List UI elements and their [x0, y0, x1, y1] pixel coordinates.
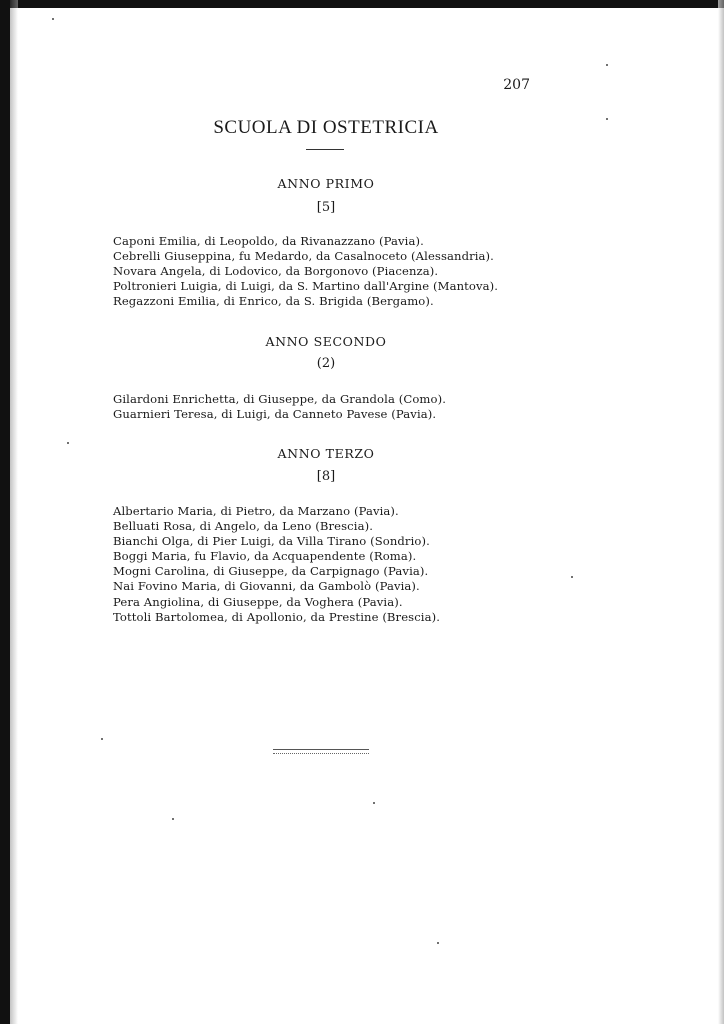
section-count-anno-secondo: (2) [316, 356, 336, 371]
student-list-anno-terzo [113, 504, 440, 625]
scan-speck [67, 442, 69, 444]
list-item: Bianchi Olga, di Pier Luigi, da Villa Tirano (Sondrio). [113, 534, 430, 549]
list-item: Gilardoni Enrichetta, di Giuseppe, da Grandola (Como). [113, 392, 446, 406]
title-rule [306, 149, 344, 150]
scan-right-edge [718, 0, 724, 1024]
page-title: SCUOLA DI OSTETRICIA [213, 117, 439, 138]
section-heading-anno-terzo: ANNO TERZO [277, 446, 375, 461]
scan-speck [606, 118, 608, 120]
scan-speck [52, 18, 54, 20]
scan-speck [606, 64, 608, 66]
list-item: Mogni Carolina, di Giuseppe, da Carpignago (Pavia). [113, 564, 429, 579]
end-rule [273, 749, 369, 754]
scan-speck [172, 818, 174, 820]
student-list-anno-primo [113, 234, 498, 309]
list-item: Caponi Emilia, di Leopoldo, da Rivanazzano (Pavia). [113, 234, 424, 248]
scan-left-border [0, 0, 10, 1024]
scan-top-border [0, 0, 724, 8]
list-item: Boggi Maria, fu Flavio, da Acquapendente (Roma). [113, 549, 417, 564]
scan-speck [101, 738, 103, 740]
scan-speck [571, 576, 573, 578]
scan-speck [437, 942, 439, 944]
section-count-anno-terzo: [8] [316, 469, 336, 484]
section-heading-anno-secondo: ANNO SECONDO [265, 334, 387, 349]
student-list-anno-secondo [113, 392, 446, 422]
list-item: Novara Angela, di Lodovico, da Borgonovo (Piacenza). [113, 264, 439, 279]
scan-speck [373, 802, 375, 804]
list-item: Cebrelli Giuseppina, fu Medardo, da Casalnoceto (Alessandria). [113, 249, 494, 264]
scan-left-shadow [10, 0, 18, 1024]
page-number: 207 [503, 77, 530, 93]
list-item: Nai Fovino Maria, di Giovanni, da Gambolò (Pavia). [113, 579, 420, 594]
list-item: Tottoli Bartolomea, di Apollonio, da Prestine (Brescia). [113, 609, 441, 624]
section-count-anno-primo: [5] [316, 200, 336, 215]
list-item: Regazzoni Emilia, di Enrico, da S. Brigida (Bergamo). [113, 294, 434, 309]
list-item: Belluati Rosa, di Angelo, da Leno (Brescia). [113, 519, 373, 534]
list-item: Guarnieri Teresa, di Luigi, da Canneto Pavese (Pavia). [113, 407, 437, 422]
section-heading-anno-primo: ANNO PRIMO [277, 176, 375, 191]
list-item: Poltronieri Luigia, di Luigi, da S. Martino dall'Argine (Mantova). [113, 279, 499, 294]
list-item: Albertario Maria, di Pietro, da Marzano (Pavia). [113, 504, 399, 518]
list-item: Pera Angiolina, di Giuseppe, da Voghera (Pavia). [113, 594, 403, 609]
